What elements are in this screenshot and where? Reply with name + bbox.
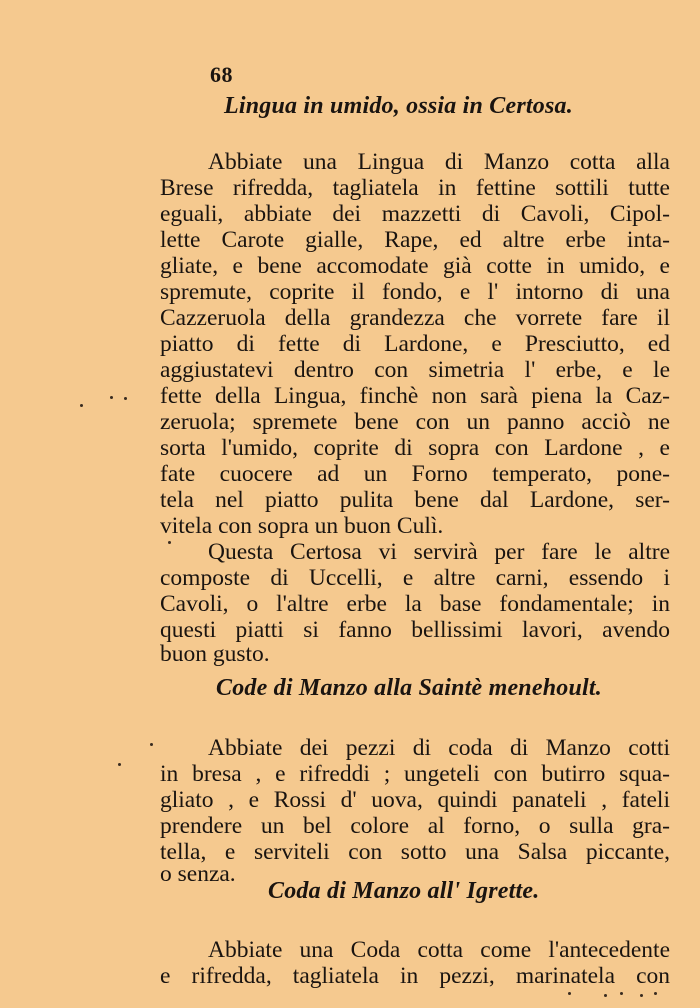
recipe-title-coda: Coda di Manzo all' Igrette. [268,878,540,904]
scan-speck [80,404,83,407]
text-line: o senza. [160,861,236,887]
text-line: gliato , e Rossi d' uova, quindi panateli , fateli [160,787,670,813]
text-line: eguali, abbiate dei mazzetti di Cavoli, Cipol- [160,201,670,227]
scan-speck [654,992,657,995]
text-line: Brese rifredda, tagliatela in fettine sottili tutte [160,175,670,201]
text-line: Abbiate dei pezzi di coda di Manzo cotti [208,735,670,761]
scan-speck [124,397,127,400]
text-line: Cazzeruola della grandezza che vorrete fare il [160,305,670,331]
text-line: lette Carote gialle, Rape, ed altre erbe inta- [160,227,670,253]
scan-speck [110,396,113,399]
text-line: buon gusto. [160,641,270,667]
text-line: sorta l'umido, coprite di sopra con Lardone , e [160,435,670,461]
text-line: fate cuocere ad un Forno temperato, pone- [160,461,670,487]
recipe-title-code: Code di Manzo alla Saintè menehoult. [216,675,602,701]
text-line: tela nel piatto pulita bene dal Lardone, ser- [160,487,670,513]
text-line: in bresa , e rifreddi ; ungeteli con butirro squa- [160,761,670,787]
text-line: fette della Lingua, finchè non sarà piena la Caz- [160,383,670,409]
text-line: questi piatti si fanno bellissimi lavori, avendo [160,617,670,643]
text-line: prendere un bel colore al forno, o sulla gra- [160,813,670,839]
text-line: spremute, coprite il fondo, e l' intorno di una [160,279,670,305]
text-line: vitela con sopra un buon Culì. [160,513,444,539]
text-line: e rifredda, tagliatela in pezzi, marinatela con [160,963,670,989]
scan-speck [150,743,153,746]
text-line: zeruola; spremete bene con un panno acciò ne [160,409,670,435]
scan-speck [640,994,643,997]
text-line: piatto di fette di Lardone, e Presciutto, ed [160,331,670,357]
recipe-title-lingua: Lingua in umido, ossia in Certosa. [224,93,573,119]
scan-speck [568,992,571,995]
page-number: 68 [210,62,233,87]
scan-speck [168,541,171,544]
text-line: Questa Certosa vi servirà per fare le altre [208,539,670,565]
scan-speck [118,763,121,766]
scan-speck [620,992,623,995]
text-line: composte di Uccelli, e altre carni, essendo i [160,565,670,591]
text-line: Cavoli, o l'altre erbe la base fondamentale; in [160,591,670,617]
text-line: tella, e serviteli con sotto una Salsa piccante, [160,839,670,865]
text-line: aggiustatevi dentro con simetria l' erbe, e le [160,357,670,383]
text-line: gliate, e bene accomodate già cotte in umido, e [160,253,670,279]
text-line: Abbiate una Coda cotta come l'antecedente [208,937,670,963]
scan-speck [604,994,607,997]
text-line: Abbiate una Lingua di Manzo cotta alla [208,149,670,175]
